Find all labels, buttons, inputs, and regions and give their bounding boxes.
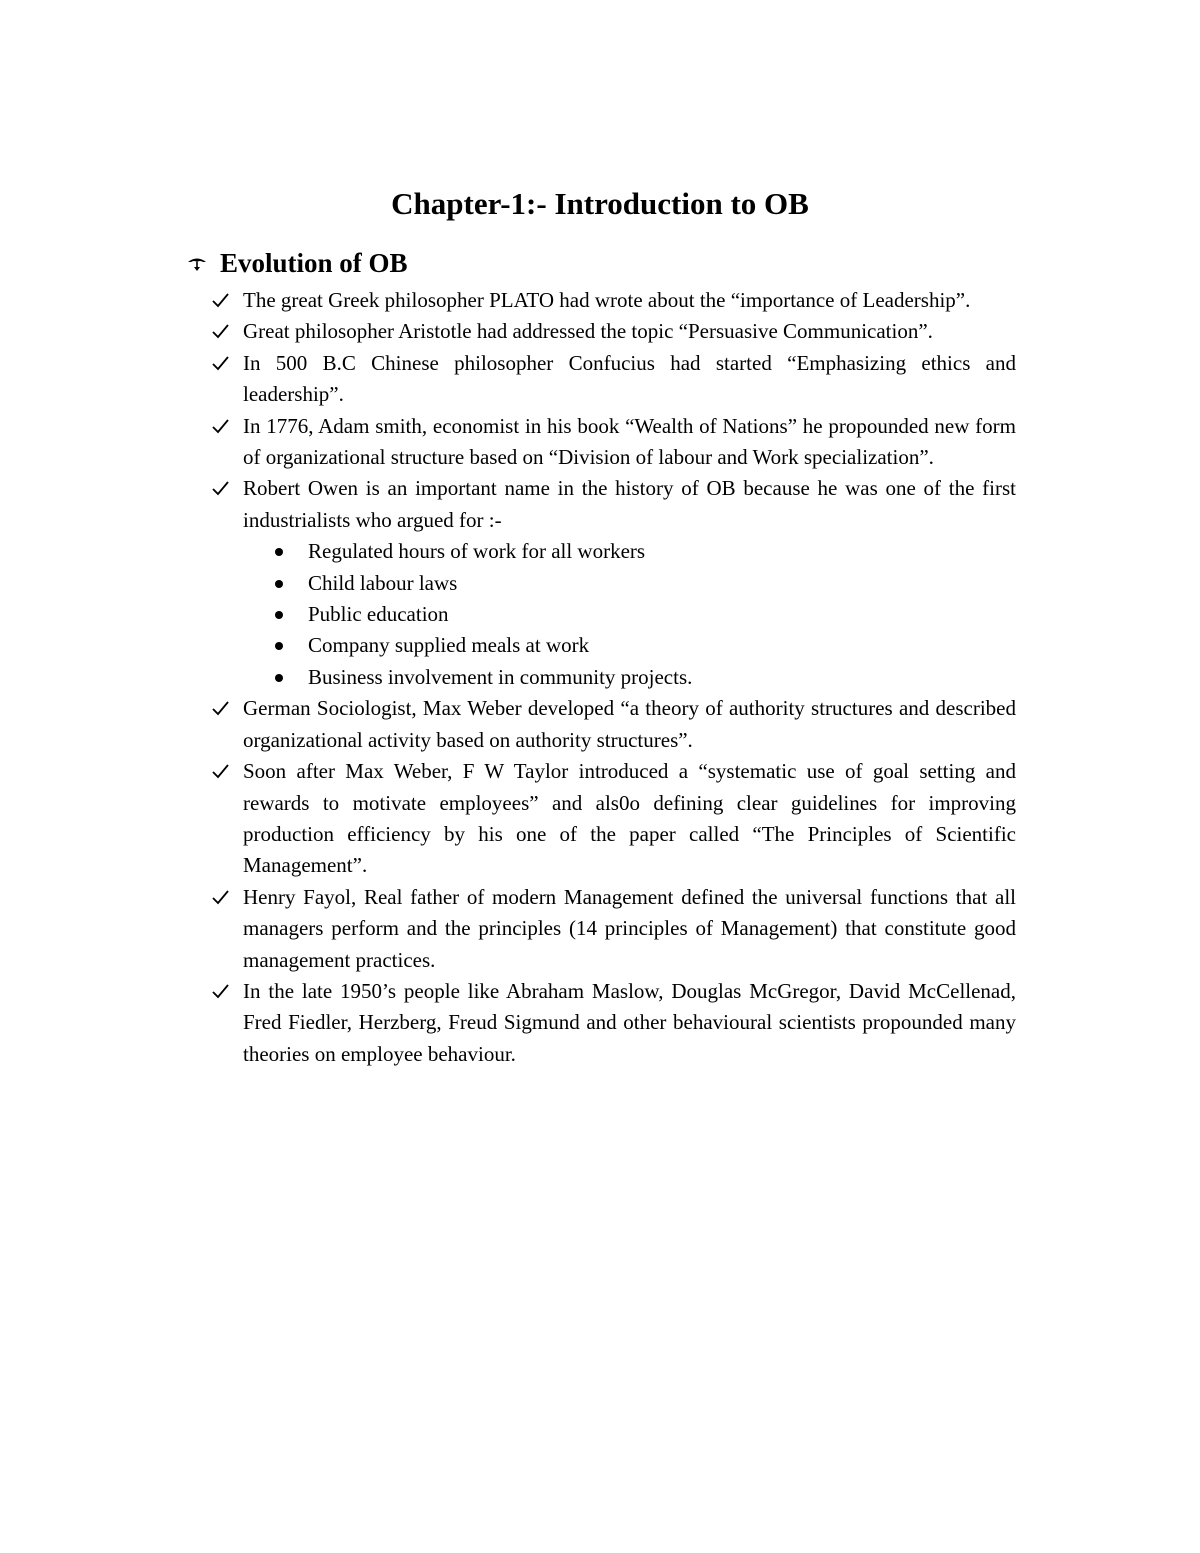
sub-list-item-text: Child labour laws [308, 570, 458, 595]
sub-list-item [243, 568, 1016, 599]
list-item [210, 693, 1016, 756]
bullet-icon [275, 611, 283, 619]
list-item [210, 316, 1016, 347]
sub-list [243, 536, 1016, 693]
list-item [210, 285, 1016, 316]
list-item-text: Robert Owen is an important name in the history of OB because he was one of the first industrialists who argued for :- [243, 476, 1016, 532]
checkmark-icon [212, 293, 229, 308]
sub-list-item-text: Business involvement in community projects. [308, 664, 693, 689]
evolution-points-list [210, 285, 1016, 1070]
list-item [210, 411, 1016, 474]
list-item [210, 882, 1016, 976]
list-item-text: In 1776, Adam smith, economist in his book “Wealth of Nations” he propounded new form of organizational structure based on “Division of labour and Work specialization”. [243, 413, 1016, 470]
checkmark-icon [212, 481, 229, 496]
checkmark-icon [212, 324, 229, 339]
list-item [210, 976, 1016, 1070]
sub-list-item [243, 599, 1016, 630]
list-item-text: German Sociologist, Max Weber developed “a theory of authority structures and described organizational activity based on authority structures”. [243, 696, 1016, 752]
sub-list-item [243, 536, 1016, 567]
list-item [210, 756, 1016, 882]
checkmark-icon [212, 764, 229, 779]
list-item [210, 473, 1016, 693]
sub-list-item-text: Public education [308, 602, 449, 627]
bullet-icon [275, 642, 283, 650]
list-item-text: Great philosopher Aristotle had addressed the topic “Persuasive Communication”. [243, 319, 933, 344]
checkmark-icon [212, 356, 229, 371]
list-item-text: The great Greek philosopher PLATO had wrote about the “importance of Leadership”. [243, 288, 971, 312]
bullet-icon [275, 674, 283, 682]
sub-list-item [243, 630, 1016, 661]
sub-list-item-text: Company supplied meals at work [308, 633, 590, 658]
checkmark-icon [212, 419, 229, 434]
bullet-icon [275, 580, 283, 588]
sub-list-item-text: Regulated hours of work for all workers [308, 539, 646, 564]
list-item [210, 348, 1016, 411]
checkmark-icon [212, 984, 229, 999]
bullet-icon [275, 548, 283, 556]
section-heading-text: Evolution of OB [220, 248, 408, 278]
checkmark-icon [212, 701, 229, 716]
list-item-text: In 500 B.C Chinese philosopher Confucius had started “Emphasizing ethics and leadership”. [243, 350, 1016, 407]
list-item-text: Soon after Max Weber, F W Taylor introduced a “systematic use of goal setting and rewards to motivate employees” and als0o defining clear guidelines for improving production efficiency by his one of the paper called “The Principles of Scientific Management”. [243, 759, 1016, 878]
umbrella-icon [187, 254, 207, 274]
list-item-text: In the late 1950’s people like Abraham Maslow, Douglas McGregor, David McCellenad, Fred Fiedler, Herzberg, Freud Sigmund and other behavioural scientists propounded many theories on employee behaviour. [243, 978, 1016, 1066]
sub-list-item [243, 662, 1016, 693]
page-title: Chapter-1:- Introduction to OB [391, 186, 809, 221]
checkmark-icon [212, 890, 229, 905]
list-item-text: Henry Fayol, Real father of modern Management defined the universal functions that all managers perform and the principles (14 principles of Management) that constitute good management practices. [243, 884, 1016, 972]
